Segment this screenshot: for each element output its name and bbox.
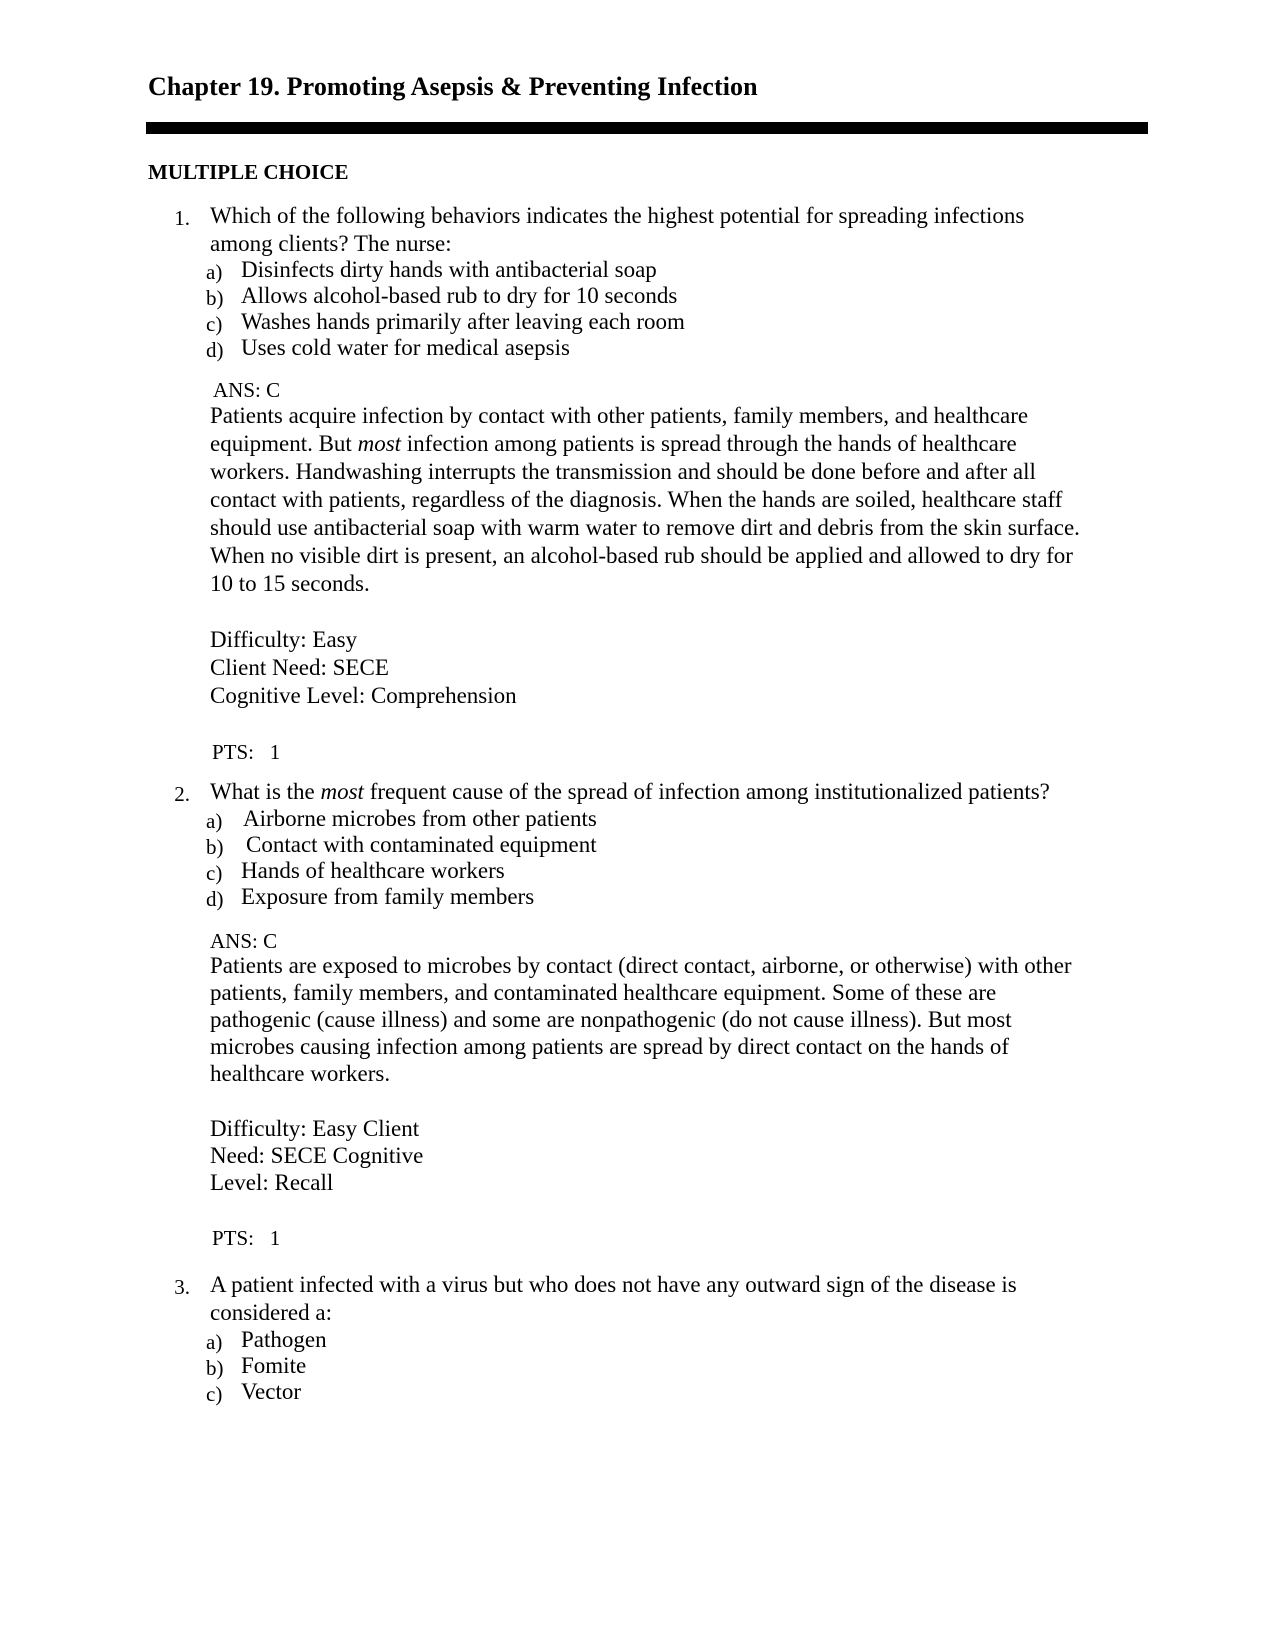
- option-letter: a): [206, 809, 223, 833]
- points: PTS: 1: [212, 1226, 281, 1250]
- option-text: Disinfects dirty hands with antibacterial soap: [241, 257, 657, 282]
- option-letter: c): [206, 1382, 223, 1406]
- rationale-line: healthcare workers.: [210, 1061, 391, 1086]
- question-stem: Which of the following behaviors indicates the highest potential for spreading infections: [210, 203, 1025, 228]
- option-letter: a): [206, 1330, 223, 1354]
- option-text: Vector: [241, 1379, 302, 1404]
- option-text: Airborne microbes from other patients: [243, 806, 597, 831]
- difficulty: Difficulty: Easy: [210, 627, 358, 652]
- option-text: Hands of healthcare workers: [241, 858, 505, 883]
- answer-key: ANS: C: [210, 929, 278, 953]
- question-number: 3.: [174, 1275, 190, 1299]
- option-letter: b): [206, 286, 224, 310]
- rationale-line: pathogenic (cause illness) and some are nonpathogenic (do not cause illness). But most: [210, 1007, 1012, 1032]
- option-letter: c): [206, 312, 223, 336]
- option-text: Pathogen: [241, 1327, 327, 1352]
- option-letter: c): [206, 861, 223, 885]
- option-letter: a): [206, 260, 223, 284]
- question-stem: What is the most frequent cause of the spread of infection among institutionalized patients?: [210, 779, 1050, 804]
- question-stem: considered a:: [210, 1300, 332, 1325]
- points: PTS: 1: [212, 740, 281, 764]
- option-letter: b): [206, 1356, 224, 1380]
- option-text: Allows alcohol-based rub to dry for 10 seconds: [241, 283, 678, 308]
- rationale-line: contact with patients, regardless of the diagnosis. When the hands are soiled, healthcare staff: [210, 487, 1063, 512]
- difficulty: Difficulty: Easy Client: [210, 1116, 420, 1141]
- title-rule: [146, 122, 1148, 134]
- answer-key: ANS: C: [213, 378, 281, 402]
- cognitive-level: Cognitive Level: Comprehension: [210, 683, 517, 708]
- client-need: Client Need: SECE: [210, 655, 389, 680]
- rationale-line: equipment. But most infection among patients is spread through the hands of healthcare: [210, 431, 1017, 456]
- question-stem: among clients? The nurse:: [210, 231, 452, 256]
- rationale-line: microbes causing infection among patients are spread by direct contact on the hands of: [210, 1034, 1009, 1059]
- rationale-line: Patients acquire infection by contact with other patients, family members, and healthcare: [210, 403, 1029, 428]
- option-letter: d): [206, 887, 224, 911]
- client-need: Need: SECE Cognitive: [210, 1143, 424, 1168]
- question-stem: A patient infected with a virus but who does not have any outward sign of the disease is: [210, 1272, 1017, 1297]
- rationale-line: When no visible dirt is present, an alcohol-based rub should be applied and allowed to dry for: [210, 543, 1073, 568]
- question-number: 2.: [174, 782, 190, 806]
- rationale-line: workers. Handwashing interrupts the transmission and should be done before and after all: [210, 459, 1036, 484]
- option-text: Washes hands primarily after leaving each room: [241, 309, 685, 334]
- chapter-title: Chapter 19. Promoting Asepsis & Preventing Infection: [148, 72, 758, 101]
- rationale-line: patients, family members, and contaminated healthcare equipment. Some of these are: [210, 980, 997, 1005]
- option-text: Fomite: [241, 1353, 307, 1378]
- option-letter: b): [206, 835, 224, 859]
- cognitive-level: Level: Recall: [210, 1170, 334, 1195]
- option-text: Uses cold water for medical asepsis: [241, 335, 570, 360]
- rationale-line: should use antibacterial soap with warm water to remove dirt and debris from the skin surface.: [210, 515, 1080, 540]
- question-number: 1.: [174, 206, 190, 230]
- rationale-line: Patients are exposed to microbes by contact (direct contact, airborne, or otherwise) with other: [210, 953, 1072, 978]
- section-title: MULTIPLE CHOICE: [148, 160, 349, 184]
- option-letter: d): [206, 338, 224, 362]
- rationale-line: 10 to 15 seconds.: [210, 571, 370, 596]
- option-text: Exposure from family members: [241, 884, 535, 909]
- option-text: Contact with contaminated equipment: [246, 832, 597, 857]
